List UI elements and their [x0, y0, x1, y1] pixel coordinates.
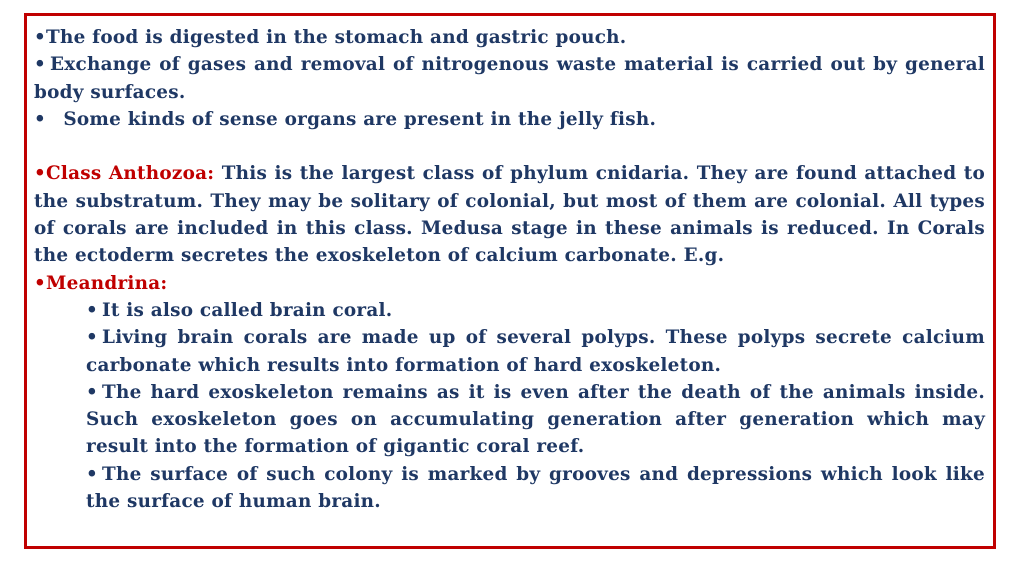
meandrina-point-4 — [86, 461, 985, 516]
bullet-mark: • — [86, 381, 99, 403]
meandrina-point-2 — [86, 324, 985, 379]
bullet-digestion — [34, 24, 985, 51]
point-text: The hard exoskeleton remains as it is even after the death of the animals inside. Such exoskeleton goes on accumulating generation after generation which may result into the formation of gigantic coral reef. — [86, 381, 985, 458]
anthozoa-paragraph — [34, 160, 985, 269]
bullet-mark: • — [34, 272, 47, 294]
anthozoa-text: This is the largest class of phylum cnidaria. They are found attached to the substratum. They may be solitary of colonial, but most of them are colonial. All types of corals are included in this class. Medusa stage in these animals is reduced. In Corals the ectoderm secretes the exoskeleton of calcium carbonate. E.g. — [34, 163, 985, 267]
bullet-text: The food is digested in the stomach and gastric pouch. — [46, 27, 627, 48]
bullet-mark: • — [86, 327, 99, 349]
bullet-gas-exchange — [34, 51, 985, 106]
bullet-text: Exchange of gases and removal of nitrogenous waste material is carried out by general body surfaces. — [34, 54, 985, 103]
bullet-mark: • — [34, 54, 47, 76]
content-frame — [24, 13, 996, 549]
bullet-mark: • — [86, 299, 99, 321]
meandrina-heading-line — [34, 270, 985, 297]
bullet-mark: • — [34, 163, 47, 185]
point-text: The surface of such colony is marked by grooves and depressions which look like the surface of human brain. — [86, 463, 985, 513]
bullet-mark: • — [34, 27, 47, 48]
meandrina-point-1 — [86, 297, 985, 324]
meandrina-heading: Meandrina: — [46, 272, 168, 294]
anthozoa-heading: Class Anthozoa: — [46, 163, 215, 185]
bullet-mark: • — [34, 108, 47, 130]
bullet-text: Some kinds of sense organs are present in the jelly fish. — [63, 108, 657, 130]
meandrina-point-3 — [86, 379, 985, 461]
point-text: It is also called brain coral. — [102, 299, 393, 321]
bullet-sense-organs — [34, 106, 985, 133]
bullet-mark: • — [86, 463, 99, 485]
paragraph-gap — [34, 133, 985, 160]
point-text: Living brain corals are made up of several polyps. These polyps secrete calcium carbonate which results into formation of hard exoskeleton. — [86, 327, 985, 376]
